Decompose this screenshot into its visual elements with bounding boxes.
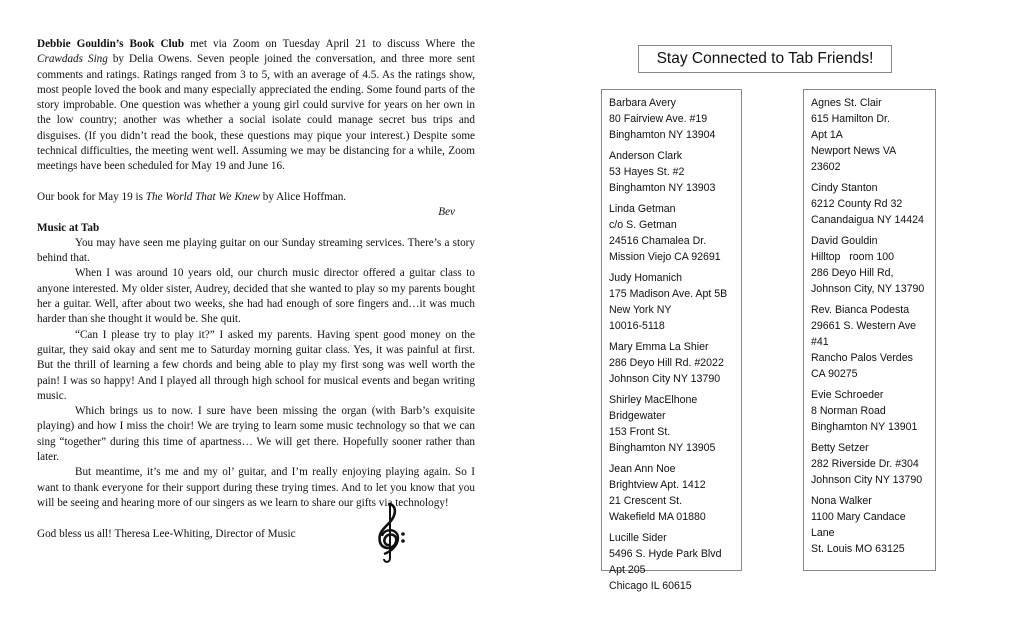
music-heading: Music at Tab: [37, 221, 100, 234]
address-entry: Barbara Avery 80 Fairview Ave. #19 Binghamton NY 13904: [609, 97, 716, 141]
friends-title: Stay Connected to Tab Friends!: [638, 45, 892, 73]
music-paragraph: You may have seen me playing guitar on our Sunday streaming services. There’s a story behind that.: [37, 236, 475, 265]
address-entry: Agnes St. Clair 615 Hamilton Dr. Apt 1A Newport News VA 23602: [811, 97, 897, 173]
music-paragraph: Which brings us to now. I sure have been missing the organ (with Barb’s exquisite playing) and how I miss the choir! We are trying to learn some music technology so that we can sing “together” during this time of apartness… We will get there. Hopefully sooner rather than later.: [37, 405, 475, 464]
address-entry: Jean Ann Noe Brightview Apt. 1412 21 Crescent St. Wakefield MA 01880: [609, 463, 706, 523]
address-entry: Evie Schroeder 8 Norman Road Binghamton NY 13901: [811, 389, 918, 433]
music-paragraph: But meantime, it’s me and my ol’ guitar, and I’m really enjoying playing again. So I want to thank everyone for their support during these trying times. And to let you know that you will be seeing and hearing more of our singers as we learn to share our gifts via technology!: [37, 466, 475, 509]
music-paragraph: “Can I please try to play it?” I asked my parents. Having spent good money on the guitar, they said okay and sent me to Saturday morning guitar class. Yes, it was painful at first. But the thrill of learning a few chords and being able to play my first song was well worth the pain! I was so happy! And I played all through high school for musical events and began writing music.: [37, 328, 475, 402]
newsletter-left-column: [37, 37, 475, 542]
treble-bass-clef-icon: [372, 500, 412, 566]
address-entry: Nona Walker 1100 Mary Candace Lane St. Louis MO 63125: [811, 495, 906, 555]
address-list-column-1: [601, 89, 742, 592]
music-paragraph: When I was around 10 years old, our church music director offered a guitar class to anyone interested. My older sister, Audrey, decided that she wanted to play so my parents bought her a guitar. Well, after about two weeks, she had had enough of sore fingers and…it was much harder than she thought it would be. She quit.: [37, 267, 475, 326]
book-title-crawdads: Crawdads Sing: [37, 53, 108, 66]
address-entry: Mary Emma La Shier 286 Deyo Hill Rd. #2022 Johnson City NY 13790: [609, 341, 724, 385]
address-entry: Rev. Bianca Podesta 29661 S. Western Ave #41 Rancho Palos Verdes CA 90275: [811, 304, 917, 380]
address-entry: Betty Setzer 282 Riverside Dr. #304 Johnson City NY 13790: [811, 442, 923, 486]
book-club-signature: Bev: [438, 206, 455, 219]
address-entry: Judy Homanich 175 Madison Ave. Apt 5B New York NY 10016-5118: [609, 272, 728, 332]
address-entry: David Gouldin Hilltop room 100 286 Deyo Hill Rd, Johnson City, NY 13790: [811, 235, 925, 295]
music-closing: God bless us all! Theresa Lee-Whiting, Director of Music: [37, 527, 296, 540]
address-entry: Lucille Sider 5496 S. Hyde Park Blvd Apt 205 Chicago IL 60615: [609, 532, 722, 592]
address-entry: Anderson Clark 53 Hayes St. #2 Binghamton NY 13903: [609, 150, 716, 194]
address-entry: Cindy Stanton 6212 County Rd 32 Canandaigua NY 14424: [811, 182, 924, 226]
address-list-column-2: [803, 89, 936, 571]
book-title-world: The World That We Knew: [145, 190, 260, 203]
address-entry: Linda Getman c/o S. Getman 24516 Chamalea Dr. Mission Viejo CA 92691: [609, 203, 721, 263]
book-club-paragraph: Debbie Gouldin’s Book Club met via Zoom on Tuesday April 21 to discuss Where the Crawdads Sing by Delia Owens. Seven people joined the conversation, and three more sent comments and ratings. Ratings ranged from 3 to 5, with an average of 4.5. As the ratings show, most people loved the book and many especially appreciated the ending. Some found parts of the story improbable. One question was whether a young girl could survive for years on her own in the low country; another was whether a social isolate could manage secret bus trips and disguises. (If you didn’t read the book, these questions may pique your interest.) Despite some technical difficulties, the meeting went well. Assuming we may be distancing for a while, Zoom meetings have been scheduled for May 19 and June 16.: [37, 38, 475, 173]
book-club-heading: Debbie Gouldin’s Book Club: [37, 38, 185, 50]
address-entry: Shirley MacElhone Bridgewater 153 Front St. Binghamton NY 13905: [609, 394, 716, 454]
next-book-paragraph: Our book for May 19 is The World That We Knew by Alice Hoffman.: [37, 190, 347, 203]
